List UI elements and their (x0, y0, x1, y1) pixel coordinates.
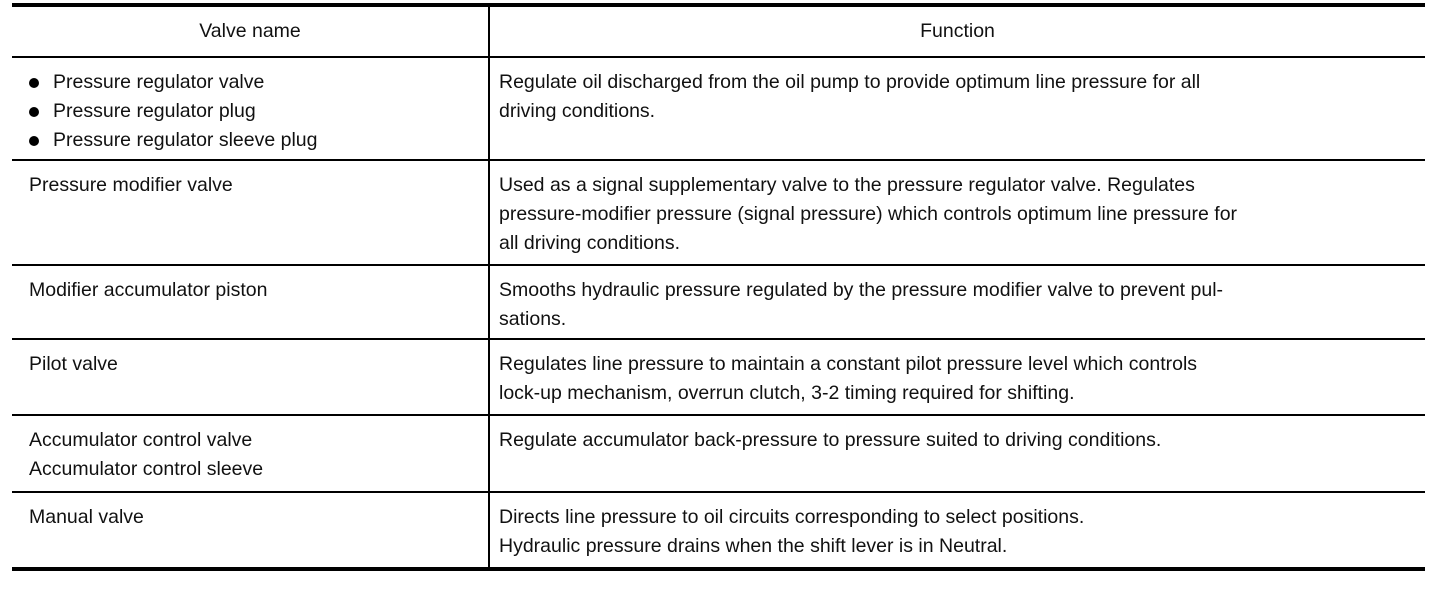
valve-name: Pilot valve (29, 353, 118, 375)
table-row (12, 58, 1425, 161)
table-row (12, 416, 1425, 493)
valve-name: Pressure regulator valve (53, 71, 265, 93)
function-text: Regulate oil discharged from the oil pump to provide optimum line pressure for all (499, 71, 1201, 93)
function-cell (490, 340, 1425, 414)
valve-name-cell (12, 266, 490, 338)
function-text: Directs line pressure to oil circuits corresponding to select positions. (499, 506, 1085, 528)
valve-name: Accumulator control sleeve (29, 458, 264, 480)
function-text: lock-up mechanism, overrun clutch, 3-2 timing required for shifting. (499, 382, 1075, 404)
table-row (12, 161, 1425, 266)
valve-name: Pressure modifier valve (29, 174, 233, 196)
function-text: Regulate accumulator back-pressure to pressure suited to driving conditions. (499, 429, 1162, 451)
valve-name: Accumulator control valve (29, 429, 253, 451)
table-row (12, 493, 1425, 567)
function-text: driving conditions. (499, 100, 656, 122)
function-cell (490, 58, 1425, 159)
valve-name: Manual valve (29, 506, 144, 528)
list-item (29, 68, 488, 97)
function-cell (490, 266, 1425, 338)
valve-name-cell (12, 58, 490, 159)
function-text: pressure-modifier pressure (signal pressure) which controls optimum line pressure for (499, 203, 1238, 225)
header-function: Function (920, 20, 995, 42)
valve-function-table (12, 3, 1425, 571)
bullet-icon (29, 78, 39, 88)
function-cell (490, 493, 1425, 567)
bullet-icon (29, 107, 39, 117)
valve-name: Pressure regulator sleeve plug (53, 129, 318, 151)
valve-name: Modifier accumulator piston (29, 279, 268, 301)
function-text: Used as a signal supplementary valve to the pressure regulator valve. Regulates (499, 174, 1195, 196)
function-text: all driving conditions. (499, 232, 681, 254)
valve-name: Pressure regulator plug (53, 100, 256, 122)
valve-name-cell (12, 416, 490, 491)
bullet-icon (29, 136, 39, 146)
valve-name-cell (12, 493, 490, 567)
valve-name-cell (12, 161, 490, 264)
valve-name-cell (12, 340, 490, 414)
table-row (12, 340, 1425, 416)
list-item (29, 97, 488, 126)
function-text: Smooths hydraulic pressure regulated by the pressure modifier valve to prevent pul- (499, 279, 1224, 301)
table-row (12, 266, 1425, 340)
function-text: sations. (499, 308, 567, 330)
list-item (29, 126, 488, 155)
function-text: Regulates line pressure to maintain a constant pilot pressure level which controls (499, 353, 1198, 375)
table-header-row (12, 7, 1425, 58)
function-cell (490, 161, 1425, 264)
header-valve-name: Valve name (12, 7, 490, 56)
function-cell (490, 416, 1425, 491)
function-text: Hydraulic pressure drains when the shift lever is in Neutral. (499, 535, 1008, 557)
